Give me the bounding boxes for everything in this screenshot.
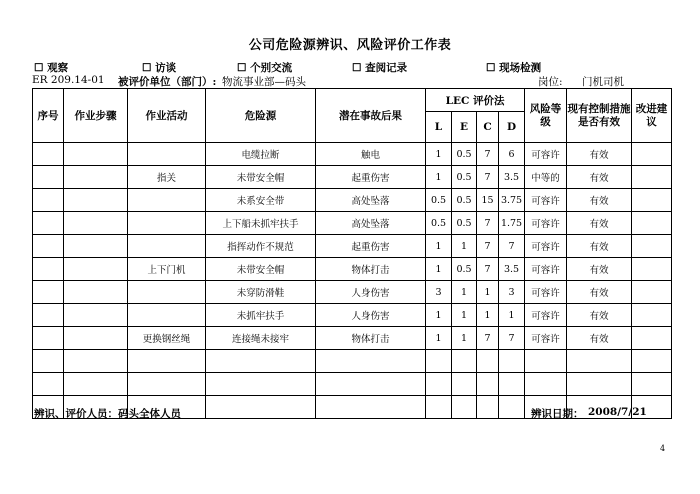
cell-c: 7 [477,327,499,350]
cell-d: 3 [499,281,525,304]
table-row [33,327,672,350]
risk-assessment-table [32,88,672,419]
date-label: 辨识日期： [531,408,584,420]
cell-activity [128,235,206,258]
cell-hazard: 未系安全带 [206,189,316,212]
method-individual-exchange[interactable]: ☐ 个别交流 [237,62,293,74]
cell-accident: 人身伤害 [316,304,426,327]
cell-e: 0.5 [452,189,477,212]
date-value: 2008/7/21 [588,406,647,418]
table-row [33,166,672,189]
cell-hazard: 指挥动作不规范 [206,235,316,258]
cell-level: 中等的 [525,166,567,189]
cell-control: 有效 [567,304,632,327]
cell-control: 有效 [567,166,632,189]
header-step: 作业步骤 [64,89,128,143]
cell-c: 7 [477,235,499,258]
cell-accident: 触电 [316,143,426,166]
cell-advice [632,327,672,350]
cell-accident: 物体打击 [316,327,426,350]
header-hazard: 危险源 [206,89,316,143]
cell-e: 0.5 [452,143,477,166]
cell-advice [632,373,672,396]
cell-step [64,281,128,304]
cell-e: 0.5 [452,166,477,189]
cell-activity [128,304,206,327]
page-title: 公司危险源辨识、风险评价工作表 [248,38,452,53]
post-label: 岗位: [538,76,563,88]
cell-level: 可容许 [525,212,567,235]
cell-accident: 物体打击 [316,258,426,281]
cell-hazard [206,373,316,396]
header-accident: 潜在事故后果 [316,89,426,143]
cell-d: 7 [499,235,525,258]
cell-level: 可容许 [525,189,567,212]
cell-l [426,350,452,373]
cell-advice [632,189,672,212]
cell-step [64,304,128,327]
cell-l: 0.5 [426,189,452,212]
cell-seq [33,166,64,189]
method-interview[interactable]: ☐ 访谈 [142,62,177,74]
cell-accident: 高处坠落 [316,189,426,212]
unit-value: 物流事业部—码头 [222,76,306,88]
cell-hazard: 上下船未抓牢扶手 [206,212,316,235]
cell-level: 可容许 [525,235,567,258]
cell-control: 有效 [567,258,632,281]
header-seq: 序号 [33,89,64,143]
unit-label: 被评价单位（部门）: [118,76,217,88]
cell-activity [128,212,206,235]
meta-line [0,74,700,88]
cell-step [64,258,128,281]
cell-hazard: 未带安全帽 [206,258,316,281]
cell-l: 0.5 [426,212,452,235]
cell-c: 15 [477,189,499,212]
cell-e [452,350,477,373]
table-row [33,189,672,212]
cell-advice [632,304,672,327]
cell-seq [33,281,64,304]
cell-e: 1 [452,304,477,327]
cell-l: 1 [426,166,452,189]
cell-accident: 高处坠落 [316,212,426,235]
cell-d: 7 [499,327,525,350]
cell-step [64,189,128,212]
evaluators: 辨识、评价人员：码头全体人员 [34,408,181,420]
cell-level: 可容许 [525,281,567,304]
cell-seq [33,189,64,212]
cell-level: 可容许 [525,258,567,281]
cell-e: 1 [452,235,477,258]
cell-seq [33,212,64,235]
cell-c: 7 [477,166,499,189]
cell-activity: 更换钢丝绳 [128,327,206,350]
cell-control: 有效 [567,212,632,235]
table-row [33,235,672,258]
cell-d: 1 [499,304,525,327]
cell-control: 有效 [567,143,632,166]
cell-l: 1 [426,143,452,166]
cell-seq [33,304,64,327]
cell-seq [33,373,64,396]
cell-hazard: 未穿防滑鞋 [206,281,316,304]
cell-level [525,350,567,373]
cell-control: 有效 [567,189,632,212]
table-row [33,281,672,304]
cell-activity [128,281,206,304]
cell-seq [33,143,64,166]
cell-control: 有效 [567,235,632,258]
cell-l: 3 [426,281,452,304]
cell-d: 1.75 [499,212,525,235]
cell-e: 0.5 [452,258,477,281]
cell-e: 0.5 [452,212,477,235]
cell-d: 3.75 [499,189,525,212]
cell-advice [632,143,672,166]
cell-l [426,373,452,396]
cell-advice [632,166,672,189]
cell-activity: 指关 [128,166,206,189]
cell-control [567,373,632,396]
cell-level: 可容许 [525,143,567,166]
cell-advice [632,350,672,373]
cell-hazard: 未带安全帽 [206,166,316,189]
cell-advice [632,281,672,304]
cell-step [64,350,128,373]
cell-c: 1 [477,304,499,327]
cell-step [64,373,128,396]
cell-d: 3.5 [499,258,525,281]
header-level: 风险等级 [525,89,567,143]
cell-l: 1 [426,327,452,350]
cell-advice [632,258,672,281]
cell-advice [632,235,672,258]
method-site-inspection[interactable]: ☐ 现场检测 [486,62,542,74]
table-row [33,350,672,373]
cell-hazard: 连接绳未接牢 [206,327,316,350]
cell-level: 可容许 [525,304,567,327]
cell-e: 1 [452,281,477,304]
header-e: E [452,112,477,143]
cell-control [567,350,632,373]
cell-advice [632,212,672,235]
cell-accident: 人身伤害 [316,281,426,304]
cell-e: 1 [452,327,477,350]
cell-c: 7 [477,258,499,281]
cell-activity: 上下门机 [128,258,206,281]
cell-hazard: 电缆拉断 [206,143,316,166]
cell-hazard [206,350,316,373]
page-number: 4 [660,444,666,453]
cell-e [452,373,477,396]
cell-c: 7 [477,143,499,166]
cell-hazard: 未抓牢扶手 [206,304,316,327]
header-control: 现有控制措施是否有效 [567,89,632,143]
cell-d: 3.5 [499,166,525,189]
table-body [33,143,672,419]
footer [0,406,700,420]
cell-step [64,143,128,166]
table-row [33,304,672,327]
method-options [0,60,700,74]
cell-c: 1 [477,281,499,304]
cell-activity [128,350,206,373]
cell-control: 有效 [567,281,632,304]
cell-activity [128,373,206,396]
method-observe[interactable]: ☐ 观察 [34,62,69,74]
cell-seq [33,350,64,373]
cell-seq [33,258,64,281]
cell-step [64,166,128,189]
cell-l: 1 [426,258,452,281]
cell-accident: 起重伤害 [316,235,426,258]
cell-c [477,373,499,396]
cell-seq [33,327,64,350]
cell-c: 7 [477,212,499,235]
post-value: 门机司机 [582,76,624,88]
method-records-review[interactable]: ☐ 查阅记录 [352,62,408,74]
cell-d: 6 [499,143,525,166]
header-lec: LEC 评价法 [426,89,525,112]
table-row [33,212,672,235]
cell-level: 可容许 [525,327,567,350]
cell-c [477,350,499,373]
cell-accident [316,350,426,373]
cell-accident [316,373,426,396]
header-l: L [426,112,452,143]
cell-step [64,327,128,350]
table-row [33,258,672,281]
cell-control: 有效 [567,327,632,350]
cell-step [64,212,128,235]
header-c: C [477,112,499,143]
table-row [33,373,672,396]
cell-activity [128,189,206,212]
header-activity: 作业活动 [128,89,206,143]
header-d: D [499,112,525,143]
cell-level [525,373,567,396]
cell-activity [128,143,206,166]
cell-d [499,373,525,396]
cell-seq [33,235,64,258]
cell-l: 1 [426,304,452,327]
cell-d [499,350,525,373]
header-advice: 改进建议 [632,89,672,143]
cell-step [64,235,128,258]
cell-accident: 起重伤害 [316,166,426,189]
form-code: ER 209.14-01 [32,74,105,86]
table-row [33,143,672,166]
cell-l: 1 [426,235,452,258]
